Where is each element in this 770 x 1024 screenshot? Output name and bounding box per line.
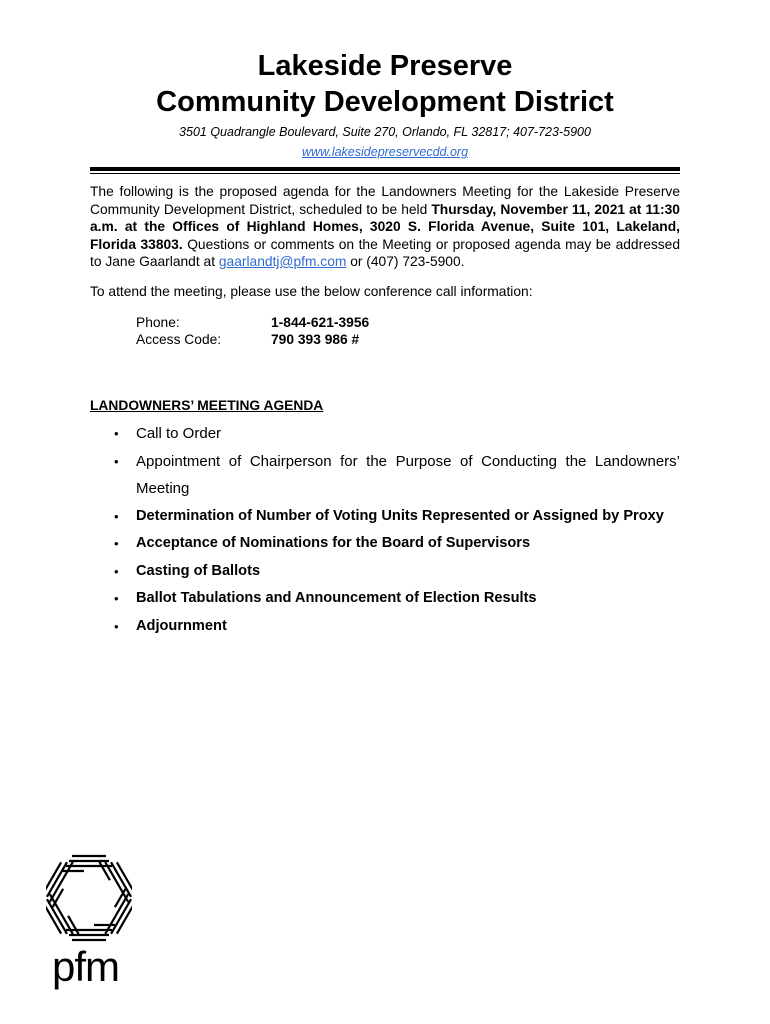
contact-email-link[interactable]: gaarlandtj@pfm.com xyxy=(218,254,347,269)
agenda-item xyxy=(90,530,680,558)
agenda-item-text: Adjournment xyxy=(136,617,227,634)
bullet-icon: • xyxy=(114,618,119,634)
intro-paragraph xyxy=(90,183,680,271)
agenda-item-text: Appointment of Chairperson for the Purpose of Conducting the Landowners’ Meeting xyxy=(136,452,680,497)
phone-label: Phone: xyxy=(136,315,180,330)
pfm-logo-icon xyxy=(46,852,132,944)
website-link[interactable]: www.lakesidepreservecdd.org xyxy=(301,145,469,159)
agenda-item-text: Determination of Number of Voting Units Represented or Assigned by Proxy xyxy=(136,507,664,524)
pfm-logo-text: pfm xyxy=(52,943,120,990)
agenda-item-text: Call to Order xyxy=(136,425,222,442)
intro-text-3: or (407) 723-5900. xyxy=(346,254,465,269)
header-divider-thick xyxy=(90,167,680,171)
attend-instructions: To attend the meeting, please use the below conference call information: xyxy=(90,284,533,299)
logo-stroke-group xyxy=(66,925,115,940)
agenda-item xyxy=(90,558,680,586)
agenda-item xyxy=(90,420,680,448)
agenda-item xyxy=(90,448,680,503)
intro-text-2: Questions or comments on the Meeting or proposed agenda may be addressed to Jane Gaarlandt at xyxy=(90,236,681,269)
access-code-value: 790 393 986 # xyxy=(271,332,360,347)
access-code-label: Access Code: xyxy=(136,332,222,347)
bullet-icon: • xyxy=(114,453,119,469)
agenda-list xyxy=(90,420,680,640)
website-line xyxy=(0,144,770,160)
agenda-item xyxy=(90,585,680,613)
district-address: 3501 Quadrangle Boulevard, Suite 270, Orlando, FL 32817; 407-723-5900 xyxy=(179,125,591,139)
meeting-date-location: Thursday, November 11, 2021 at 11:30 a.m. at the Offices of Highland Homes, 3020 S. Florida Avenue, Suite 101, Lakeland, Florida 33803. xyxy=(90,201,680,252)
document-title-line2: Community Development District xyxy=(156,86,614,118)
intro-text-1: The following is the proposed agenda for the Landowners Meeting for the Lakeside Preserve Community Development District, scheduled to be held xyxy=(90,184,680,217)
agenda-item xyxy=(90,613,680,641)
bullet-icon: • xyxy=(114,591,119,606)
logo-stroke-group xyxy=(63,856,112,871)
bullet-icon: • xyxy=(114,508,119,524)
header-divider-thin xyxy=(90,173,680,174)
agenda-item-text: Casting of Ballots xyxy=(136,562,261,579)
agenda-item-text: Acceptance of Nominations for the Board of Supervisors xyxy=(136,535,531,551)
bullet-icon: • xyxy=(114,426,119,441)
logo-stroke-group xyxy=(101,889,132,939)
logo-stroke-group xyxy=(46,857,77,907)
agenda-item-text: Ballot Tabulations and Announcement of Election Results xyxy=(136,590,537,606)
document-title-line1: Lakeside Preserve xyxy=(257,50,513,82)
agenda-heading: LANDOWNERS’ MEETING AGENDA xyxy=(90,398,324,413)
bullet-icon: • xyxy=(114,536,119,551)
agenda-item xyxy=(90,503,680,531)
phone-value: 1-844-621-3956 xyxy=(271,315,370,330)
bullet-icon: • xyxy=(114,563,119,579)
